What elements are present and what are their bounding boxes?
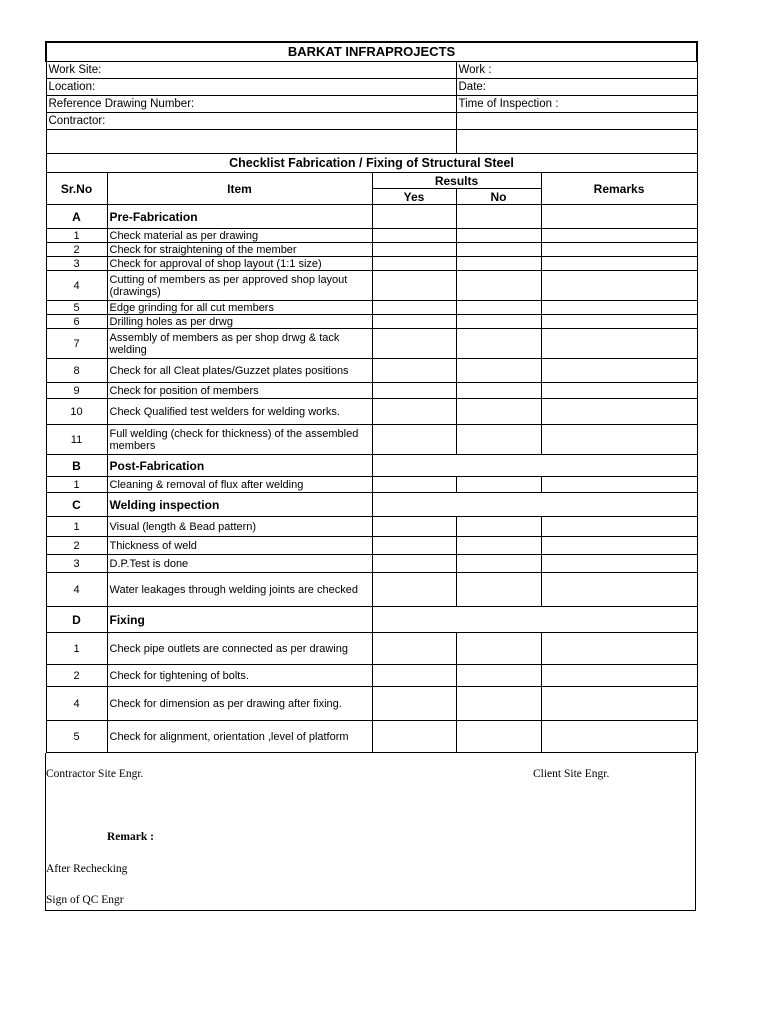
yes-cell[interactable]	[372, 243, 456, 257]
remarks-cell[interactable]	[541, 517, 697, 537]
yes-cell[interactable]	[372, 205, 456, 229]
yes-cell[interactable]	[372, 537, 456, 555]
no-cell[interactable]	[456, 477, 541, 493]
table-row	[46, 271, 697, 301]
item-number: 2	[46, 665, 107, 687]
yes-cell[interactable]	[372, 633, 456, 665]
item-number: 6	[46, 315, 107, 329]
item-text: Check for all Cleat plates/Guzzet plates positions	[107, 359, 372, 383]
remarks-cell[interactable]	[541, 301, 697, 315]
section-name: Fixing	[107, 607, 372, 633]
item-text: Water leakages through welding joints are checked	[107, 573, 372, 607]
item-number: 7	[46, 329, 107, 359]
remarks-cell[interactable]	[541, 329, 697, 359]
remarks-cell[interactable]	[541, 537, 697, 555]
yes-cell[interactable]	[372, 573, 456, 607]
yes-cell[interactable]	[372, 399, 456, 425]
table-row	[46, 315, 697, 329]
table-row	[46, 329, 697, 359]
item-number: 9	[46, 383, 107, 399]
section-name: Post-Fabrication	[107, 455, 372, 477]
section-blank	[372, 607, 697, 633]
item-number: 1	[46, 517, 107, 537]
no-cell[interactable]	[456, 301, 541, 315]
no-cell[interactable]	[456, 243, 541, 257]
item-text: Check for position of members	[107, 383, 372, 399]
sign-qc-label: Sign of QC Engr	[46, 894, 124, 906]
remarks-cell[interactable]	[541, 665, 697, 687]
item-text: Cleaning & removal of flux after welding	[107, 477, 372, 493]
location-field: Location:	[46, 79, 456, 96]
table-row	[46, 665, 697, 687]
item-text: Cutting of members as per approved shop layout (drawings)	[107, 271, 372, 301]
checklist-document	[45, 41, 696, 911]
item-text: Drilling holes as per drwg	[107, 315, 372, 329]
item-number: 1	[46, 229, 107, 243]
remarks-cell[interactable]	[541, 257, 697, 271]
section-name: Welding inspection	[107, 493, 372, 517]
reference-drawing-field: Reference Drawing Number:	[46, 96, 456, 113]
item-number: 11	[46, 425, 107, 455]
signature-footer	[45, 753, 696, 911]
remarks-cell[interactable]	[541, 229, 697, 243]
no-cell[interactable]	[456, 329, 541, 359]
yes-cell[interactable]	[372, 425, 456, 455]
item-number: 3	[46, 257, 107, 271]
no-cell[interactable]	[456, 205, 541, 229]
no-cell[interactable]	[456, 517, 541, 537]
table-row	[46, 425, 697, 455]
item-text: Edge grinding for all cut members	[107, 301, 372, 315]
item-number: 4	[46, 573, 107, 607]
no-cell[interactable]	[456, 555, 541, 573]
work-site-field: Work Site:	[46, 62, 456, 79]
section-row	[46, 455, 697, 477]
yes-cell[interactable]	[372, 329, 456, 359]
yes-cell[interactable]	[372, 257, 456, 271]
header-yes: Yes	[372, 189, 456, 205]
item-text: Check material as per drawing	[107, 229, 372, 243]
yes-cell[interactable]	[372, 383, 456, 399]
date-field: Date:	[456, 79, 697, 96]
client-engr-label: Client Site Engr.	[533, 768, 610, 780]
no-cell[interactable]	[456, 665, 541, 687]
table-row	[46, 399, 697, 425]
remarks-cell[interactable]	[541, 633, 697, 665]
company-title: BARKAT INFRAPROJECTS	[46, 42, 697, 62]
yes-cell[interactable]	[372, 721, 456, 753]
remarks-cell[interactable]	[541, 205, 697, 229]
remarks-cell[interactable]	[541, 555, 697, 573]
header-remarks: Remarks	[541, 173, 697, 205]
item-number: 4	[46, 271, 107, 301]
remarks-cell[interactable]	[541, 271, 697, 301]
no-cell[interactable]	[456, 399, 541, 425]
table-row	[46, 555, 697, 573]
item-number: 8	[46, 359, 107, 383]
section-blank	[372, 493, 697, 517]
section-row	[46, 205, 697, 229]
no-cell[interactable]	[456, 359, 541, 383]
no-cell[interactable]	[456, 257, 541, 271]
remarks-cell[interactable]	[541, 315, 697, 329]
item-number: 4	[46, 687, 107, 721]
no-cell[interactable]	[456, 271, 541, 301]
yes-cell[interactable]	[372, 665, 456, 687]
table-row	[46, 257, 697, 271]
table-row	[46, 633, 697, 665]
table-row	[46, 687, 697, 721]
remarks-cell[interactable]	[541, 243, 697, 257]
item-number: 3	[46, 555, 107, 573]
table-row	[46, 229, 697, 243]
item-number: 5	[46, 721, 107, 753]
item-number: 1	[46, 633, 107, 665]
table-row	[46, 477, 697, 493]
no-cell[interactable]	[456, 573, 541, 607]
remarks-cell[interactable]	[541, 399, 697, 425]
table-row	[46, 383, 697, 399]
header-results: Results	[372, 173, 541, 189]
header-item: Item	[107, 173, 372, 205]
after-rechecking-label: After Rechecking	[46, 863, 128, 875]
yes-cell[interactable]	[372, 315, 456, 329]
section-name: Pre-Fabrication	[107, 205, 372, 229]
table-row	[46, 721, 697, 753]
no-cell[interactable]	[456, 687, 541, 721]
item-text: Assembly of members as per shop drwg & tack welding	[107, 329, 372, 359]
section-row	[46, 607, 697, 633]
item-number: 5	[46, 301, 107, 315]
section-row	[46, 493, 697, 517]
item-number: 2	[46, 537, 107, 555]
header-no: No	[456, 189, 541, 205]
contractor-engr-label: Contractor Site Engr.	[46, 768, 144, 780]
contractor-extra-field	[456, 113, 697, 130]
table-row	[46, 517, 697, 537]
table-row	[46, 243, 697, 257]
yes-cell[interactable]	[372, 555, 456, 573]
remarks-cell[interactable]	[541, 573, 697, 607]
item-text: Check for alignment, orientation ,level of platform	[107, 721, 372, 753]
checklist-table	[45, 41, 698, 753]
yes-cell[interactable]	[372, 477, 456, 493]
item-text: Check for dimension as per drawing after fixing.	[107, 687, 372, 721]
time-of-inspection-field: Time of Inspection :	[456, 96, 697, 113]
yes-cell[interactable]	[372, 229, 456, 243]
yes-cell[interactable]	[372, 271, 456, 301]
table-row	[46, 573, 697, 607]
checklist-title: Checklist Fabrication / Fixing of Structural Steel	[46, 154, 697, 173]
blank-field	[456, 130, 697, 154]
no-cell[interactable]	[456, 537, 541, 555]
remarks-cell[interactable]	[541, 721, 697, 753]
item-text: Check pipe outlets are connected as per drawing	[107, 633, 372, 665]
header-srno: Sr.No	[46, 173, 107, 205]
item-text: D.P.Test is done	[107, 555, 372, 573]
work-field: Work :	[456, 62, 697, 79]
no-cell[interactable]	[456, 633, 541, 665]
yes-cell[interactable]	[372, 517, 456, 537]
item-text: Check Qualified test welders for welding works.	[107, 399, 372, 425]
item-text: Thickness of weld	[107, 537, 372, 555]
remarks-cell[interactable]	[541, 687, 697, 721]
item-text: Check for straightening of the member	[107, 243, 372, 257]
section-blank	[372, 455, 697, 477]
item-text: Visual (length & Bead pattern)	[107, 517, 372, 537]
contractor-field: Contractor:	[46, 113, 456, 130]
remarks-cell[interactable]	[541, 425, 697, 455]
section-code: B	[46, 455, 107, 477]
item-text: Check for approval of shop layout (1:1 size)	[107, 257, 372, 271]
no-cell[interactable]	[456, 383, 541, 399]
item-number: 2	[46, 243, 107, 257]
no-cell[interactable]	[456, 721, 541, 753]
blank-field	[46, 130, 456, 154]
yes-cell[interactable]	[372, 301, 456, 315]
remarks-cell[interactable]	[541, 477, 697, 493]
yes-cell[interactable]	[372, 359, 456, 383]
section-code: D	[46, 607, 107, 633]
item-text: Full welding (check for thickness) of the assembled members	[107, 425, 372, 455]
no-cell[interactable]	[456, 315, 541, 329]
item-text: Check for tightening of bolts.	[107, 665, 372, 687]
remarks-cell[interactable]	[541, 383, 697, 399]
item-number: 1	[46, 477, 107, 493]
section-code: C	[46, 493, 107, 517]
no-cell[interactable]	[456, 229, 541, 243]
table-row	[46, 359, 697, 383]
table-row	[46, 537, 697, 555]
yes-cell[interactable]	[372, 687, 456, 721]
item-number: 10	[46, 399, 107, 425]
table-row	[46, 301, 697, 315]
no-cell[interactable]	[456, 425, 541, 455]
remarks-cell[interactable]	[541, 359, 697, 383]
section-code: A	[46, 205, 107, 229]
remark-label: Remark :	[107, 831, 154, 843]
